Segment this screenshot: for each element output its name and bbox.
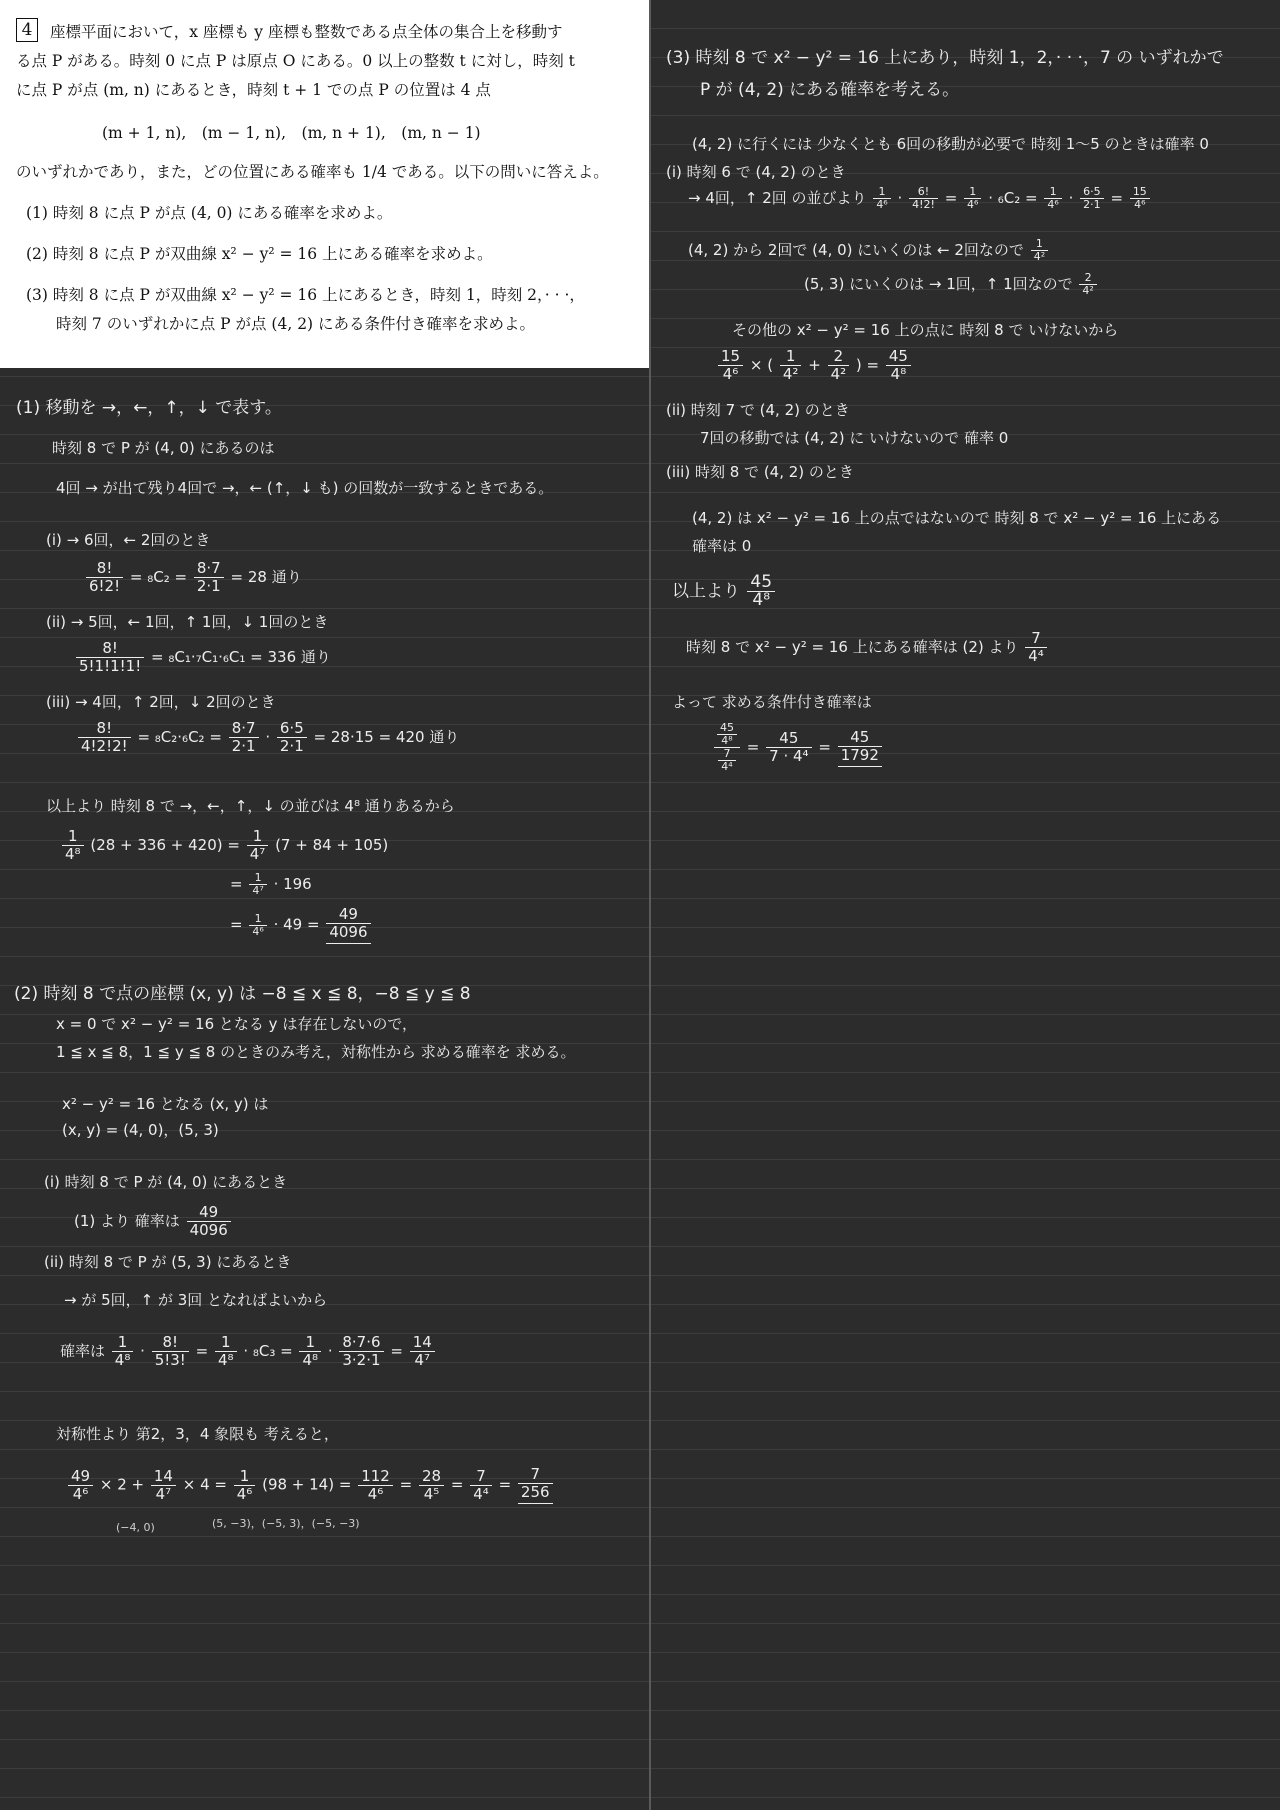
sol1-sum-calc: $\frac{1}{\text{4⁸}}$ (28 + 336 + 420) = $\frac{1}{\text{4⁷}}$ (7 + 84 + 105) <box>60 828 388 863</box>
sol3-line: 確率は 0 <box>692 537 752 555</box>
column-divider <box>649 0 651 1810</box>
sol2-symmetry: 対称性より 第2，3，4 象限も 考えると， <box>56 1425 339 1443</box>
sol2-points: (x, y) = (4, 0)，(5, 3) <box>62 1121 219 1139</box>
sol2-final-calc: $\frac{49}{\text{4⁶}}$ × 2 + $\frac{14}{\text{4⁷}}$ × 4 = $\frac{1}{\text{4⁶}}$ (98 + 14) = $\frac{112}{\text{4⁶}}$ = $\frac{28}{\text{4⁵}}$ = $\frac{7}{\text{4⁴}}$ = $\frac{7}{256}$ <box>66 1466 555 1504</box>
sol1-line: 時刻 8 で P が (4, 0) にあるのは <box>52 439 275 457</box>
problem-statement <box>0 0 649 368</box>
question-3-cont: 時刻 7 のいずれかに点 P が点 (4, 2) にある条件付き確率を求めよ。 <box>56 315 536 333</box>
sol1-case-i-calc: $\frac{8!}{6!2!}$ = ₈C₂ = $\frac{8\cdot 7}{2\cdot 1}$ = 28 通り <box>84 560 302 595</box>
sol3-line: その他の x² − y² = 16 上の点に 時刻 8 で いけないから <box>732 321 1119 339</box>
problem-text-line3: に点 P が点 (m, n) にあるとき，時刻 t + 1 での点 P の位置は 4 点 <box>16 81 491 99</box>
sol1-case-ii-calc: $\frac{8!}{5!1!1!1!}$ = ₈C₁·₇C₁·₆C₁ = 336 通り <box>74 640 331 675</box>
sol2-line: 1 ≦ x ≦ 8，1 ≦ y ≦ 8 のときのみ考え，対称性から 求める確率を 求める。 <box>56 1043 576 1061</box>
sol3-heading: (3) 時刻 8 で x² − y² = 16 上にあり，時刻 1，2，· · ·，7 の いずれかで <box>666 48 1224 68</box>
sol1-summary: 以上より 時刻 8 で →，←，↑，↓ の並びは 4⁸ 通りあるから <box>46 797 455 815</box>
sol3-line: よって 求める条件付き確率は <box>672 693 872 711</box>
problem-text-line2: る点 P がある。時刻 0 に点 P は原点 O にある。0 以上の整数 t に対し，時刻 t <box>16 52 575 70</box>
sol3-line: (4, 2) は x² − y² = 16 上の点ではないので 時刻 8 で x² − y² = 16 上にある <box>692 509 1222 527</box>
sol3-case-i-calc: → 4回，↑ 2回 の並びより $\frac{1}{\text{4⁶}}$ · $\frac{6!}{4!2!}$ = $\frac{1}{\text{4⁶}}$ · ₆C₂ = $\frac{1}{\text{4⁶}}$ · $\frac{6\cdot 5}{2\cdot 1}$ = $\frac{15}{\text{4⁶}}$ <box>688 186 1152 211</box>
sol1-case-i: (i) → 6回，← 2回のとき <box>46 531 211 549</box>
sol1-line: 4回 → が出て残り4回で →，← (↑，↓ も) の回数が一致するときである。 <box>56 479 554 497</box>
sol2-line: → が 5回，↑ が 3回 となればよいから <box>64 1291 328 1309</box>
sol2-note-points: (5, −3)，(−5, 3)，(−5, −3) <box>212 1517 360 1530</box>
sol3-case-i-result: $\frac{15}{\text{4⁶}}$ × ( $\frac{1}{\text{4²}}$ + $\frac{2}{\text{4²}}$ ) = $\frac{45}{\text{4⁸}}$ <box>716 348 913 383</box>
problem-number: 4 <box>16 18 38 42</box>
sol1-case-iii-calc: $\frac{8!}{4!2!2!}$ = ₈C₂·₆C₂ = $\frac{8\cdot 7}{2\cdot 1}$ · $\frac{6\cdot 5}{2\cdot 1}$ = 28·15 = 420 通り <box>76 720 459 755</box>
sol3-to-40: (4, 2) から 2回で (4, 0) にいくのは ← 2回なので $\frac{1}{\text{4²}}$ <box>688 238 1050 263</box>
sol3-line: 7回の移動では (4, 2) に いけないので 確率 0 <box>700 429 1009 447</box>
question-1: (1) 時刻 8 に点 P が点 (4, 0) にある確率を求めよ。 <box>26 204 393 222</box>
sol2-line: x = 0 で x² − y² = 16 となる y は存在しないので， <box>56 1015 418 1033</box>
sol3-denominator-prob: 時刻 8 で x² − y² = 16 上にある確率は (2) より $\frac{7}{\text{4⁴}}$ <box>686 630 1049 665</box>
sol3-line: (4, 2) に行くには 少なくとも 6回の移動が必要で 時刻 1〜5 のときは確率 0 <box>692 135 1209 153</box>
sol3-case-iii: (iii) 時刻 8 で (4, 2) のとき <box>666 463 854 481</box>
sol3-final: $\frac{\frac{45}{\text{4⁸}}}{\frac{7}{\text{4⁴}}}$ = $\frac{45}{\text{7 · 4⁴}}$ = $\frac{45}{1792}$ <box>712 722 884 773</box>
sol3-case-i: (i) 時刻 6 で (4, 2) のとき <box>666 163 846 181</box>
sol2-case-i-prob: (1) より 確率は $\frac{49}{4096}$ <box>74 1204 233 1239</box>
problem-text-line1: 座標平面において，x 座標も y 座標も整数である点全体の集合上を移動す <box>50 23 563 41</box>
sol2-case-ii: (ii) 時刻 8 で P が (5, 3) にあるとき <box>44 1253 292 1271</box>
sol2-case-ii-calc: 確率は $\frac{1}{\text{4⁸}}$ · $\frac{8!}{5!3!}$ = $\frac{1}{\text{4⁸}}$ · ₈C₃ = $\frac{1}{\text{4⁸}}$ · $\frac{8\cdot 7\cdot 6}{3\cdot 2\cdot 1}$ = $\frac{14}{\text{4⁷}}$ <box>60 1334 437 1369</box>
sol1-answer: = $\frac{1}{\text{4⁶}}$ · 49 = $\frac{49}{4096}$ <box>230 906 373 944</box>
sol3-line: P が (4, 2) にある確率を考える。 <box>700 80 960 100</box>
sol2-heading: (2) 時刻 8 で点の座標 (x, y) は −8 ≦ x ≦ 8，−8 ≦ y ≦ 8 <box>14 984 471 1004</box>
sol2-line: x² − y² = 16 となる (x, y) は <box>62 1095 269 1113</box>
sol1-heading: (1) 移動を →，←，↑，↓ で表す。 <box>16 398 282 418</box>
problem-text-after: のいずれかであり，また，どの位置にある確率も 1/4 である。以下の問いに答えよ。 <box>16 163 609 181</box>
question-2: (2) 時刻 8 に点 P が双曲線 x² − y² = 16 上にある確率を求めよ。 <box>26 245 493 263</box>
sol2-case-i: (i) 時刻 8 で P が (4, 0) にあるとき <box>44 1173 288 1191</box>
sol2-note-points: (−4, 0) <box>116 1521 155 1534</box>
sol1-sum-step2: = $\frac{1}{\text{4⁷}}$ · 196 <box>230 871 312 897</box>
sol3-to-53: (5, 3) にいくのは → 1回，↑ 1回なので $\frac{2}{\text{4²}}$ <box>804 272 1099 297</box>
sol3-case-ii: (ii) 時刻 7 で (4, 2) のとき <box>666 401 850 419</box>
question-3: (3) 時刻 8 に点 P が双曲線 x² − y² = 16 上にあるとき，時刻 1，時刻 2，· · ·， <box>26 286 585 304</box>
sol3-total: 以上より $\frac{45}{\text{4⁸}}$ <box>672 574 777 609</box>
sol1-case-iii: (iii) → 4回，↑ 2回，↓ 2回のとき <box>46 693 276 711</box>
problem-moves: (m + 1, n), (m − 1, n), (m, n + 1), (m, n − 1) <box>102 124 481 142</box>
sol1-case-ii: (ii) → 5回，← 1回，↑ 1回，↓ 1回のとき <box>46 613 329 631</box>
